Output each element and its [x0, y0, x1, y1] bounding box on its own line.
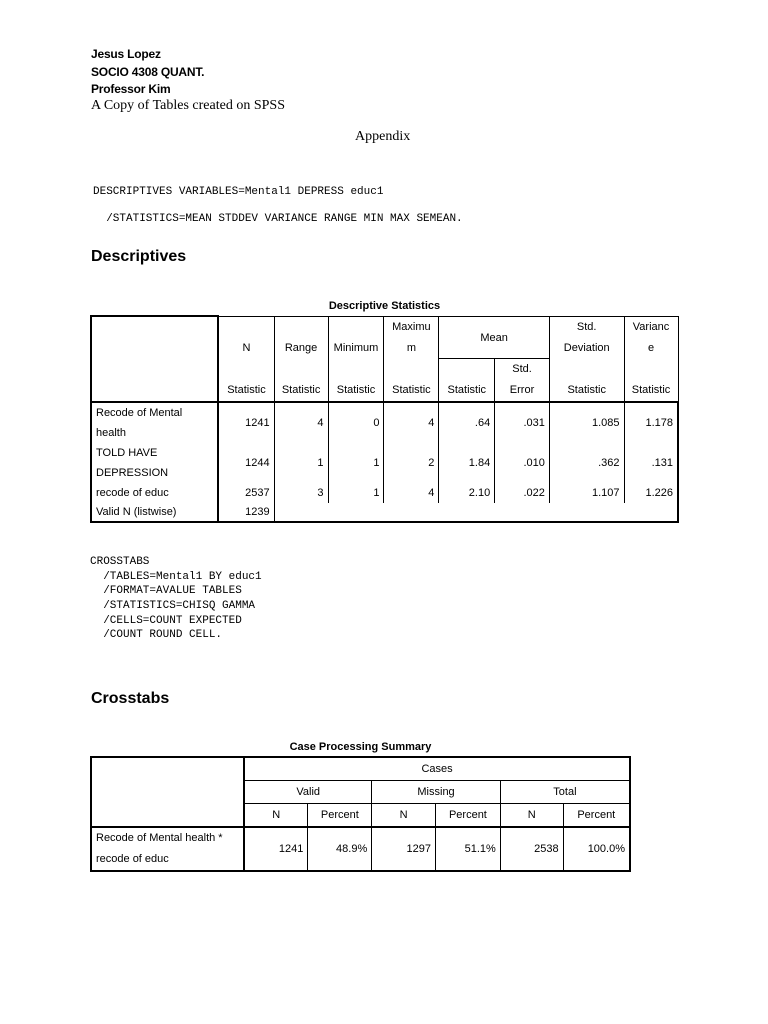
- table-row: [91, 827, 630, 871]
- corner-cell: [91, 316, 218, 402]
- empty-cell: [439, 503, 495, 522]
- cell-missing-percent: 51.1%: [436, 827, 501, 871]
- crosstabs-syntax-line-2: /TABLES=Mental1 BY educ1: [90, 571, 262, 583]
- stat-label: Statistic: [274, 359, 328, 403]
- empty-cell: [328, 503, 384, 522]
- cell-min: 1: [328, 443, 384, 483]
- cases-header: Cases: [244, 757, 630, 781]
- descriptive-statistics-caption: Descriptive Statistics: [328, 300, 441, 312]
- col-stddev-line-1: Std.: [576, 320, 597, 333]
- table-row: [91, 503, 678, 522]
- row-label: [91, 827, 244, 871]
- desc-header-row-1: [91, 316, 678, 359]
- cell-range: 1: [274, 443, 328, 483]
- crosstabs-syntax-line-1: CROSSTABS: [90, 556, 150, 568]
- total-header: Total: [500, 781, 630, 804]
- cell-var: 1.178: [624, 402, 678, 443]
- stat-label: Statistic: [328, 359, 384, 403]
- corner-cell: [91, 757, 244, 827]
- col-std-error: [495, 359, 550, 403]
- descriptive-statistics-table: [90, 315, 679, 523]
- cell-mean: 1.84: [439, 443, 495, 483]
- cell-total-percent: 100.0%: [563, 827, 630, 871]
- col-std-error-line-1: Std.: [512, 363, 532, 375]
- empty-cell: [495, 503, 550, 522]
- cell-se: .010: [495, 443, 550, 483]
- stat-label: Statistic: [439, 359, 495, 403]
- cell-range: 4: [274, 402, 328, 443]
- total-n-header: N: [500, 804, 563, 828]
- author-name: Jesus Lopez: [91, 47, 161, 61]
- stat-label: Statistic: [384, 359, 439, 403]
- missing-percent-header: Percent: [436, 804, 501, 828]
- empty-cell: [274, 503, 328, 522]
- crosstabs-syntax-line-3: /FORMAT=AVALUE TABLES: [90, 585, 242, 597]
- valid-percent-header: Percent: [308, 804, 372, 828]
- valid-header: Valid: [244, 781, 372, 804]
- cell-range: 3: [274, 483, 328, 503]
- case-processing-table: [90, 756, 631, 872]
- total-percent-header: Percent: [563, 804, 630, 828]
- cell-missing-n: 1297: [372, 827, 436, 871]
- descriptives-heading: Descriptives: [91, 248, 187, 265]
- row-label: Valid N (listwise): [91, 503, 218, 522]
- valid-n-header: N: [244, 804, 308, 828]
- cell-n: 2537: [218, 483, 274, 503]
- col-variance: [624, 316, 678, 359]
- document-subtitle: A Copy of Tables created on SPSS: [91, 98, 285, 113]
- cell-min: 1: [328, 483, 384, 503]
- cell-var: .131: [624, 443, 678, 483]
- row-label: [91, 402, 218, 443]
- col-range: Range: [274, 316, 328, 359]
- col-mean: Mean: [439, 316, 550, 359]
- row-label-line-2: recode of educ: [96, 853, 169, 865]
- row-label: [91, 443, 218, 483]
- col-minimum: Minimum: [328, 316, 384, 359]
- empty-cell: [624, 503, 678, 522]
- row-label-line-2: health: [96, 427, 126, 439]
- col-n: N: [218, 316, 274, 359]
- row-label-line-1: TOLD HAVE: [96, 447, 158, 459]
- descriptives-syntax-line-1: DESCRIPTIVES VARIABLES=Mental1 DEPRESS educ1: [93, 186, 384, 198]
- professor-name: Professor Kim: [91, 82, 171, 96]
- cell-total-n: 2538: [500, 827, 563, 871]
- table-row: [91, 443, 678, 483]
- cell-mean: .64: [439, 402, 495, 443]
- empty-cell: [549, 503, 624, 522]
- stat-label: Statistic: [218, 359, 274, 403]
- stat-label: Statistic: [549, 359, 624, 403]
- cell-sd: 1.107: [549, 483, 624, 503]
- case-processing-caption: Case Processing Summary: [289, 741, 432, 753]
- row-label-line-2: DEPRESSION: [96, 467, 169, 479]
- cell-n: 1241: [218, 402, 274, 443]
- cell-max: 4: [384, 483, 439, 503]
- cell-max: 4: [384, 402, 439, 443]
- missing-header: Missing: [372, 781, 501, 804]
- table-row: [91, 402, 678, 443]
- cell-mean: 2.10: [439, 483, 495, 503]
- appendix-title: Appendix: [355, 129, 411, 144]
- cell-se: .022: [495, 483, 550, 503]
- descriptives-syntax-line-2: /STATISTICS=MEAN STDDEV VARIANCE RANGE MIN MAX SEMEAN.: [93, 213, 463, 225]
- cell-n: 1239: [218, 503, 274, 522]
- crosstabs-syntax-line-4: /STATISTICS=CHISQ GAMMA: [90, 600, 256, 612]
- stat-label: Statistic: [624, 359, 678, 403]
- cell-se: .031: [495, 402, 550, 443]
- row-label-line-1: Recode of Mental: [96, 407, 183, 419]
- case-header-row-1: [91, 757, 630, 781]
- cell-valid-n: 1241: [244, 827, 308, 871]
- col-maximum: [384, 316, 439, 359]
- cell-min: 0: [328, 402, 384, 443]
- cell-var: 1.226: [624, 483, 678, 503]
- col-variance-line-2: e: [647, 341, 655, 354]
- row-label: recode of educ: [91, 483, 218, 503]
- row-label-line-1: Recode of Mental health *: [96, 832, 223, 844]
- col-variance-line-1: Varianc: [632, 320, 670, 333]
- col-stddev: [549, 316, 624, 359]
- table-row: [91, 483, 678, 503]
- crosstabs-heading: Crosstabs: [91, 690, 170, 707]
- col-maximum-line-2: m: [406, 341, 416, 354]
- cell-max: 2: [384, 443, 439, 483]
- missing-n-header: N: [372, 804, 436, 828]
- col-maximum-line-1: Maximu: [392, 320, 431, 333]
- crosstabs-syntax-line-6: /COUNT ROUND CELL.: [90, 629, 223, 641]
- col-std-error-line-2: Error: [509, 384, 535, 396]
- crosstabs-syntax-line-5: /CELLS=COUNT EXPECTED: [90, 615, 242, 627]
- cell-n: 1244: [218, 443, 274, 483]
- course-name: SOCIO 4308 QUANT.: [91, 65, 205, 79]
- cell-sd: .362: [549, 443, 624, 483]
- cell-sd: 1.085: [549, 402, 624, 443]
- col-stddev-line-2: Deviation: [563, 341, 610, 354]
- empty-cell: [384, 503, 439, 522]
- cell-valid-percent: 48.9%: [308, 827, 372, 871]
